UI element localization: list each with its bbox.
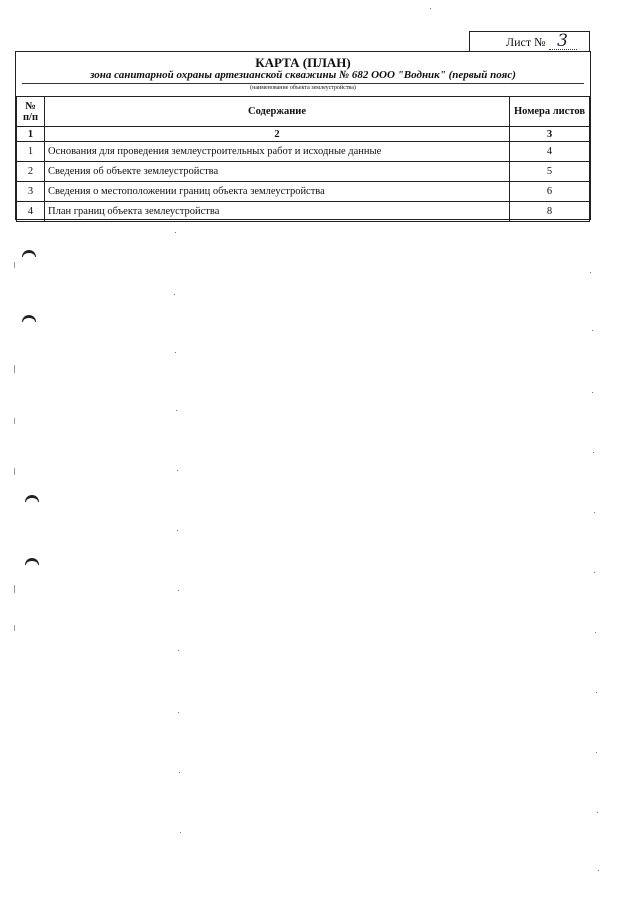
scan-speck: [174, 294, 175, 295]
scan-speck: [176, 410, 177, 411]
sheet-number-box: [469, 31, 590, 51]
scan-speck: [594, 572, 595, 573]
scan-speck: [597, 812, 598, 813]
scan-speck: [592, 392, 593, 393]
object-name-underline: [22, 83, 584, 84]
table-row: [17, 162, 590, 182]
row-content: Основания для проведения землеустроительных работ и исходные данные: [45, 142, 510, 162]
column-number: 3: [510, 127, 590, 142]
scan-speck: [430, 8, 431, 9]
scan-speck: [596, 752, 597, 753]
scan-speck: [596, 692, 597, 693]
table-row: [17, 142, 590, 162]
punch-hole-mark: [22, 315, 36, 322]
scan-speck: [14, 365, 15, 373]
scan-speck: [177, 530, 178, 531]
scan-speck: [14, 625, 15, 631]
row-num: 3: [17, 182, 45, 202]
row-num: 4: [17, 202, 45, 222]
scan-speck: [175, 232, 176, 233]
row-sheet: 4: [510, 142, 590, 162]
row-sheet: 6: [510, 182, 590, 202]
scan-speck: [590, 272, 591, 273]
scan-speck: [14, 585, 15, 593]
scan-speck: [598, 870, 599, 871]
scan-speck: [14, 418, 15, 424]
row-num: 1: [17, 142, 45, 162]
punch-hole-mark: [22, 250, 36, 257]
object-name-caption: (наименование объекта землеустройства): [250, 85, 356, 91]
column-number: 1: [17, 127, 45, 142]
column-number-row: [17, 127, 590, 142]
column-number: 2: [45, 127, 510, 142]
scan-speck: [179, 772, 180, 773]
scan-speck: [178, 650, 179, 651]
table-row: [17, 202, 590, 222]
scan-speck: [14, 262, 15, 268]
scan-speck: [593, 452, 594, 453]
scan-speck: [592, 330, 593, 331]
table-header-row: [17, 97, 590, 127]
punch-hole-mark: [25, 558, 39, 565]
sheet-number: 3: [549, 33, 577, 50]
header-sheets: Номера листов: [510, 97, 590, 127]
row-sheet: 8: [510, 202, 590, 222]
header-content: Содержание: [45, 97, 510, 127]
document-header: [16, 52, 590, 97]
row-content: Сведения о местоположении границ объекта землеустройства: [45, 182, 510, 202]
scan-speck: [595, 632, 596, 633]
scan-speck: [177, 470, 178, 471]
table-row: [17, 182, 590, 202]
row-num: 2: [17, 162, 45, 182]
scan-speck: [180, 832, 181, 833]
row-sheet: 5: [510, 162, 590, 182]
scan-speck: [178, 590, 179, 591]
contents-table: [16, 96, 590, 222]
punch-hole-mark: [25, 495, 39, 502]
sheet-label: Лист №: [506, 35, 546, 49]
header-num: № п/п: [17, 97, 45, 127]
scan-speck: [178, 712, 179, 713]
document-frame: [15, 51, 591, 220]
scan-speck: [14, 468, 15, 475]
row-content: Сведения об объекте землеустройства: [45, 162, 510, 182]
scan-speck: [594, 512, 595, 513]
object-name: зона санитарной охраны артезианской скважины № 682 ООО "Водник" (первый пояс): [90, 69, 516, 81]
row-content: План границ объекта землеустройства: [45, 202, 510, 222]
page-title: КАРТА (ПЛАН): [255, 55, 351, 70]
scan-speck: [175, 352, 176, 353]
